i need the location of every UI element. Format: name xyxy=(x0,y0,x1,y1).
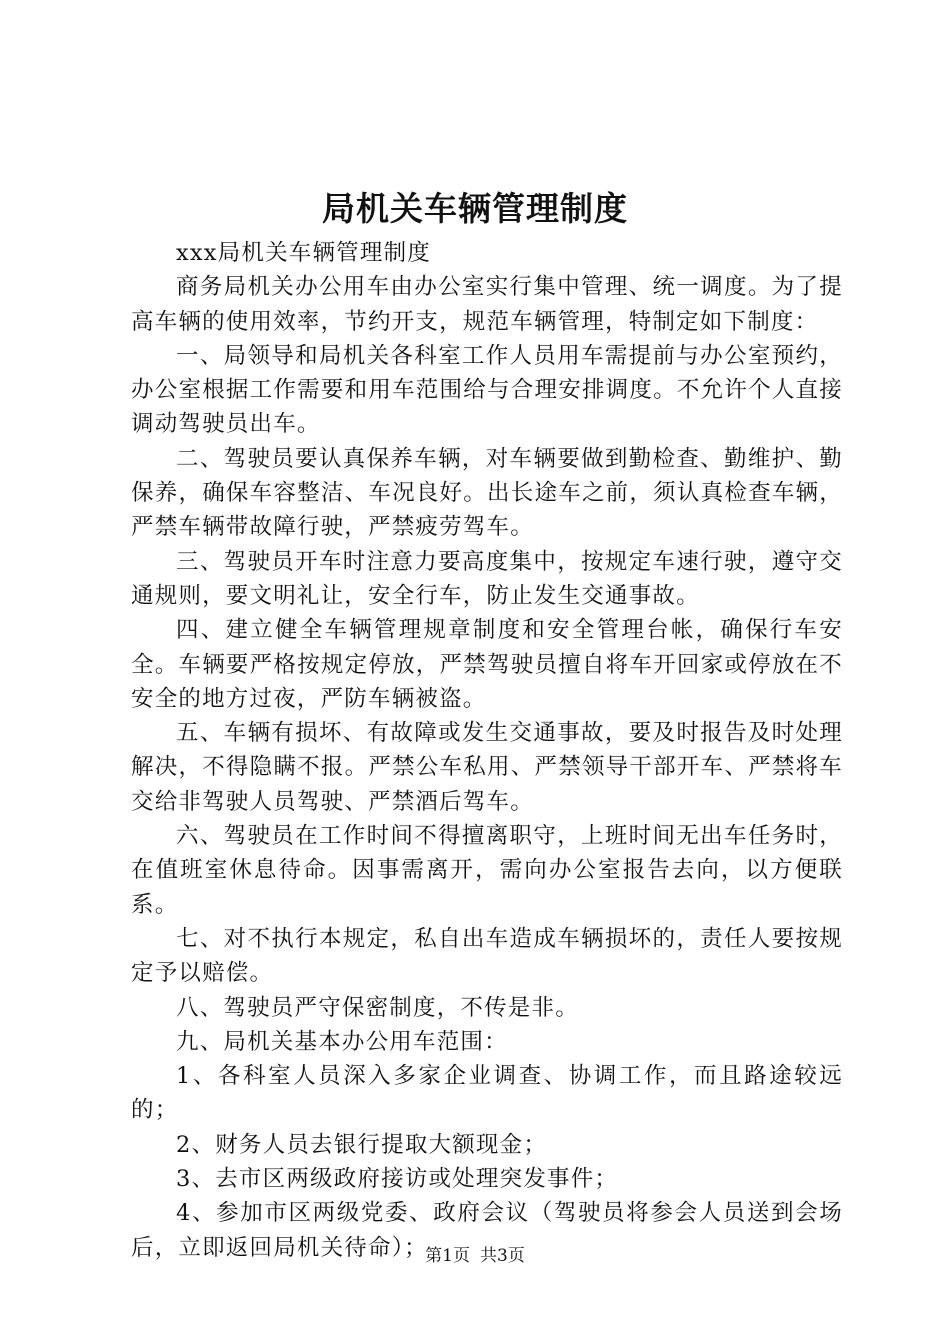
body-paragraph: 二、驾驶员要认真保养车辆，对车辆要做到勤检查、勤维护、勤保养，确保车容整洁、车况良好。出长途车之前，须认真检查车辆，严禁车辆带故障行驶，严禁疲劳驾车。 xyxy=(131,445,843,541)
body-paragraph: 四、建立健全车辆管理规章制度和安全管理台帐，确保行车安全。车辆要严格按规定停放，严禁驾驶员擅自将车开回家或停放在不安全的地方过夜，严防车辆被盗。 xyxy=(131,617,843,712)
body-paragraph: 九、局机关基本办公用车范围： xyxy=(176,1028,508,1055)
page-number-total: 共3页 xyxy=(480,1246,525,1266)
page-footer xyxy=(0,1244,950,1268)
body-paragraph: 3、去市区两级政府接访或处理突发事件； xyxy=(176,1166,619,1193)
body-paragraph: 七、对不执行本规定，私自出车造成车辆损坏的，责任人要按规定予以赔偿。 xyxy=(131,925,843,987)
document-title: 局机关车辆管理制度 xyxy=(322,189,628,228)
document-body xyxy=(131,236,843,1265)
body-paragraph: 八、驾驶员严守保密制度，不传是非。 xyxy=(176,994,579,1021)
body-paragraph: 商务局机关办公用车由办公室实行集中管理、统一调度。为了提高车辆的使用效率，节约开支，规范车辆管理，特制定如下制度： xyxy=(131,274,843,335)
body-paragraph: 一、局领导和局机关各科室工作人员用车需提前与办公室预约，办公室根据工作需要和用车范围给与合理安排调度。不允许个人直接调动驾驶员出车。 xyxy=(131,342,843,438)
body-paragraph: 1、各科室人员深入多家企业调查、协调工作，而且路途较远的； xyxy=(131,1063,843,1124)
body-paragraph: 4、参加市区两级党委、政府会议（驾驶员将参会人员送到会场后，立即返回局机关待命）； xyxy=(131,1200,843,1261)
body-paragraph: 三、驾驶员开车时注意力要高度集中，按规定车速行驶，遵守交通规则，要文明礼让，安全行车，防止发生交通事故。 xyxy=(131,548,843,609)
body-paragraph: 六、驾驶员在工作时间不得擅离职守，上班时间无出车任务时，在值班室休息待命。因事需离开，需向办公室报告去向，以方便联系。 xyxy=(131,823,843,918)
body-paragraph: 2、财务人员去银行提取大额现金； xyxy=(176,1131,548,1158)
body-paragraph: xxx局机关车辆管理制度 xyxy=(176,240,431,266)
body-paragraph: 五、车辆有损坏、有故障或发生交通事故，要及时报告及时处理解决，不得隐瞒不报。严禁公车私用、严禁领导干部开车、严禁将车交给非驾驶人员驾驶、严禁酒后驾车。 xyxy=(131,720,843,815)
page-number-current: 第1页 xyxy=(425,1246,470,1266)
